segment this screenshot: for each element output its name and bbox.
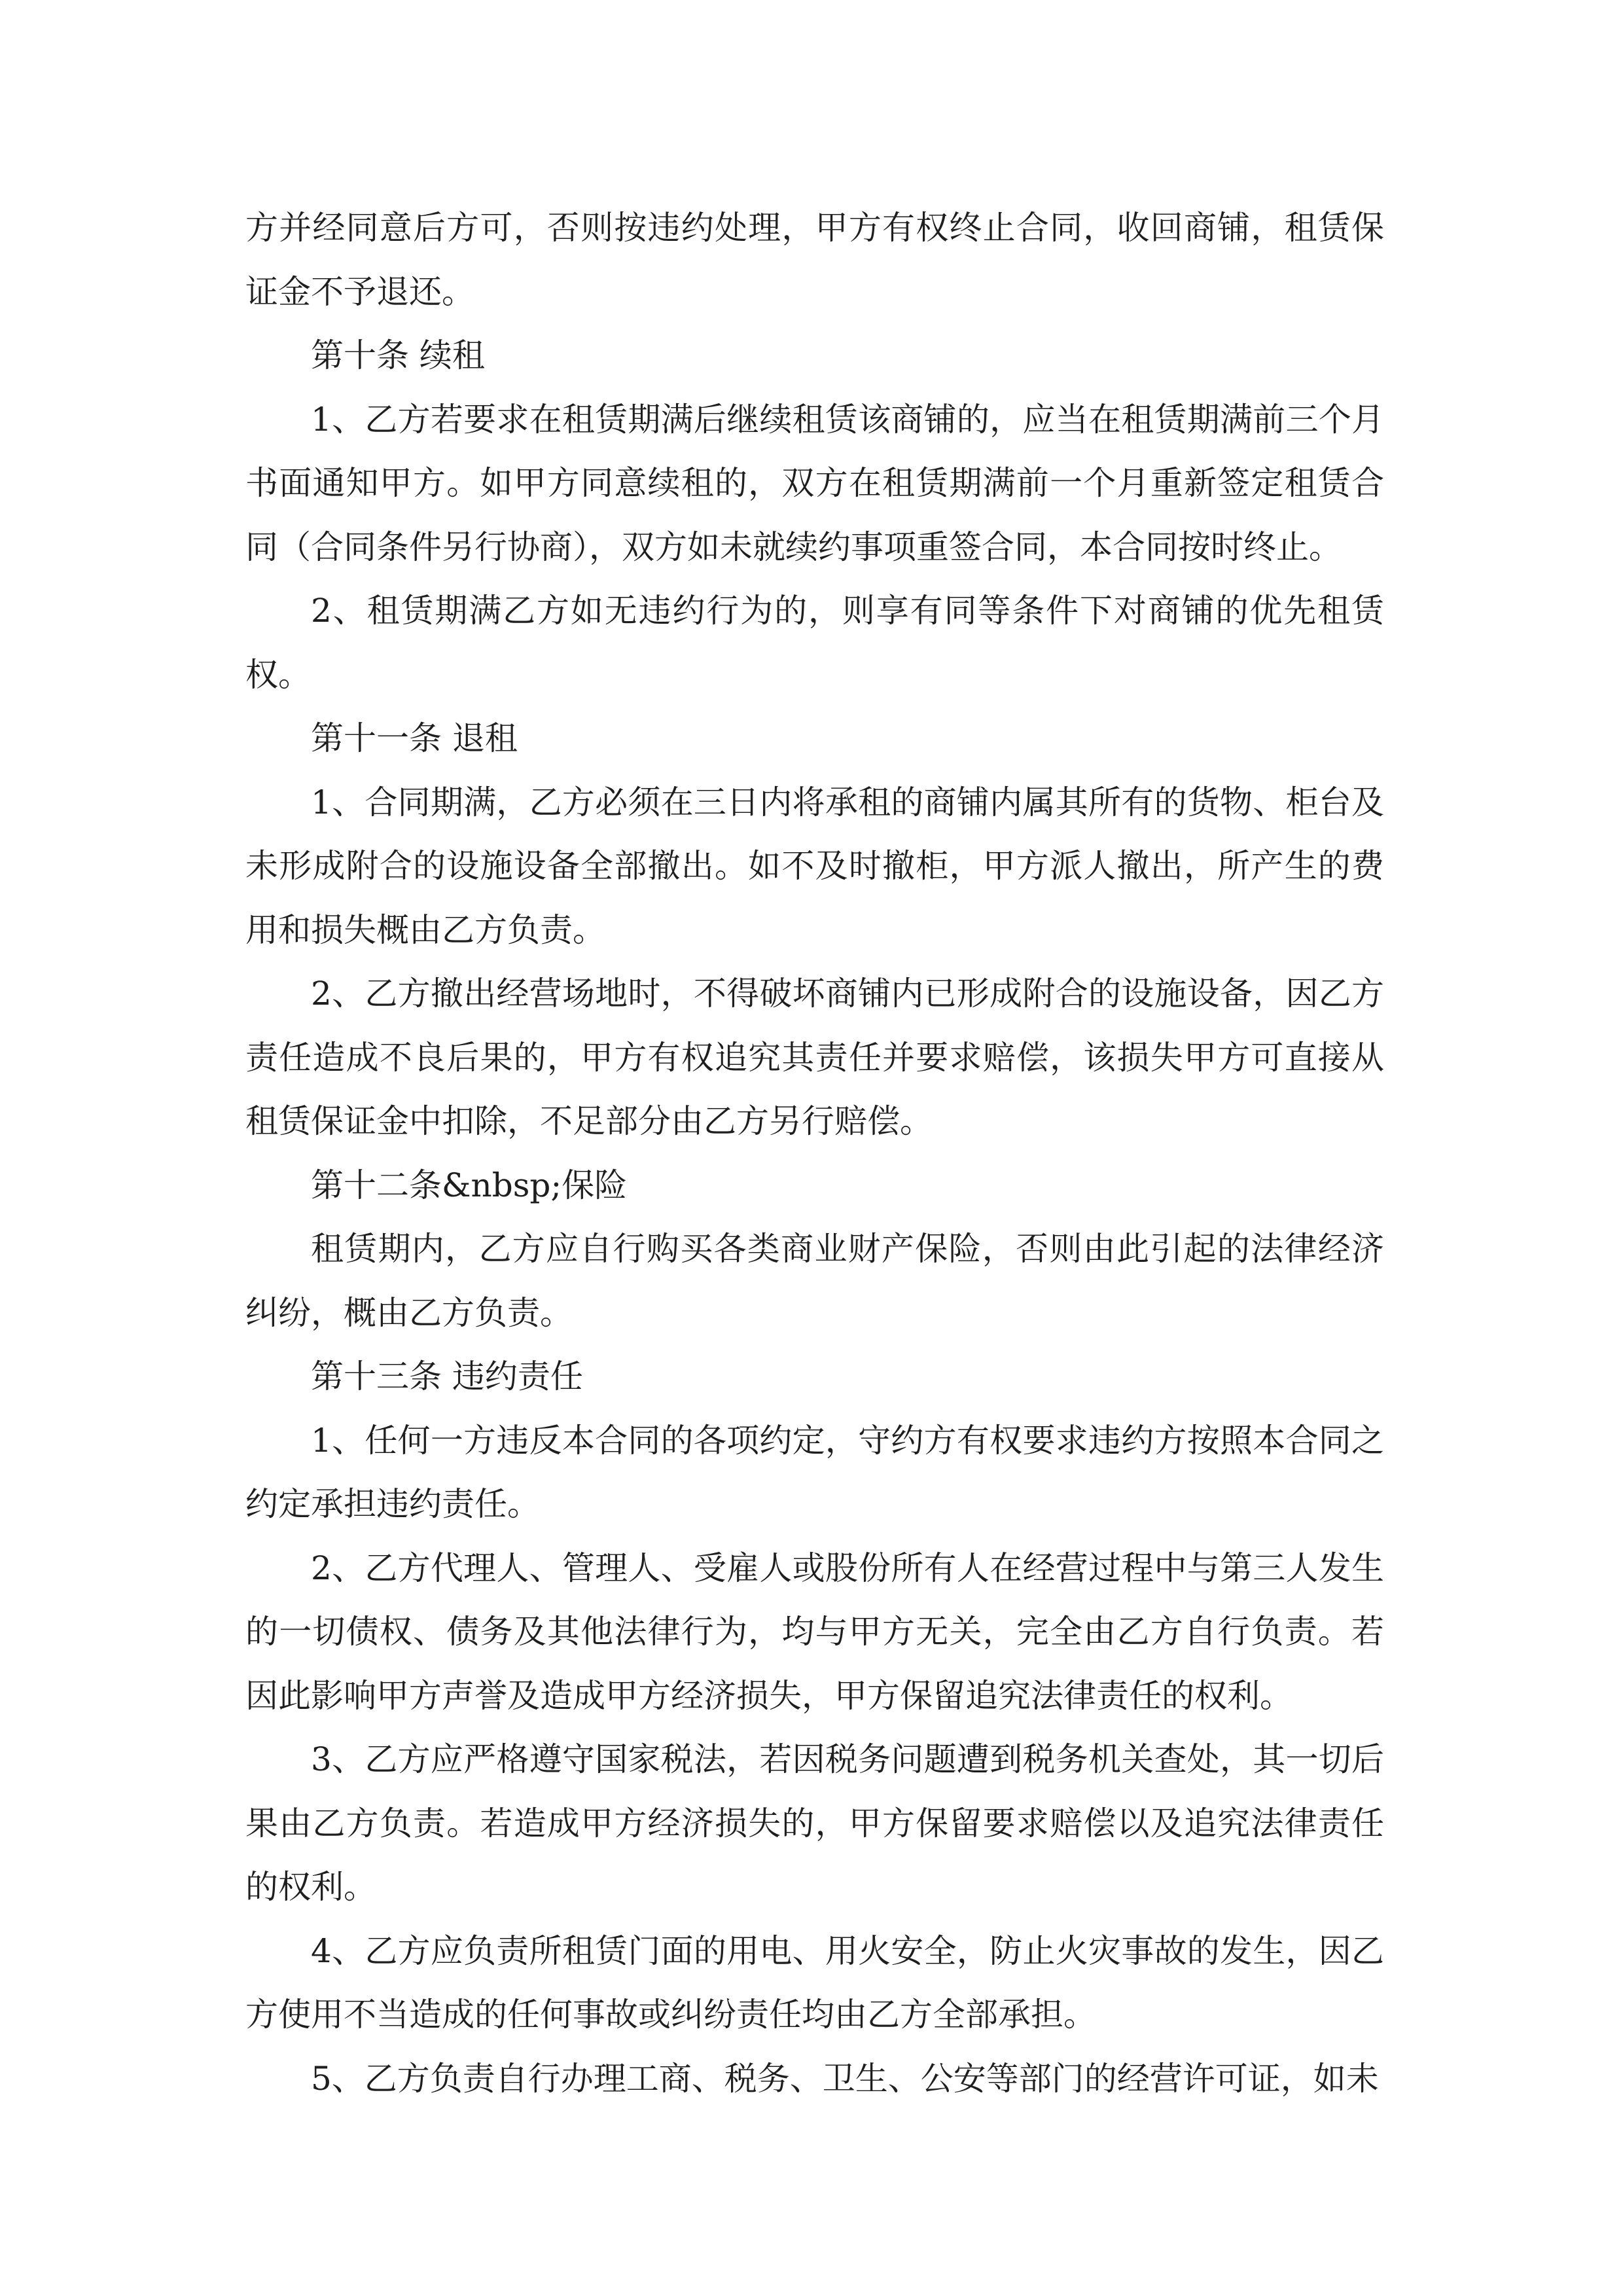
article-ten-heading: 第十条 续租 [311,336,485,374]
article-twelve-clause: 租赁期内，乙方应自行购买各类商业财产保险，否则由此引起的法律经济纠纷，概由乙方负责。 [245,1230,1384,1332]
paragraph-continuation: 方并经同意后方可，否则按违约处理，甲方有权终止合同，收回商铺，租赁保证金不予退还。 [245,209,1384,311]
article-ten-clause-2: 2、租赁期满乙方如无违约行为的，则享有同等条件下对商铺的优先租赁权。 [245,592,1384,694]
article-thirteen-clause-4: 4、乙方应负责所租赁门面的用电、用火安全，防止火灾事故的发生，因乙方使用不当造成的任何事故或纠纷责任均由乙方全部承担。 [245,1931,1384,2034]
article-thirteen-clause-3: 3、乙方应严格遵守国家税法，若因税务问题遭到税务机关查处，其一切后果由乙方负责。若造成甲方经济损失的，甲方保留要求赔偿以及追究法律责任的权利。 [245,1740,1384,1906]
article-ten-clause-1: 1、乙方若要求在租赁期满后继续租赁该商铺的，应当在租赁期满前三个月书面通知甲方。如甲方同意续租的，双方在租赁期满前一个月重新签定租赁合同（合同条件另行协商），双方如未就续约事项重签合同，本合同按时终止。 [245,400,1384,566]
article-eleven-heading: 第十一条 退租 [311,719,518,757]
article-thirteen-clause-5: 5、乙方负责自行办理工商、税务、卫生、公安等部门的经营许可证，如未 [311,2059,1379,2098]
article-twelve-heading: 第十二条&nbsp;保险 [311,1166,628,1204]
article-thirteen-clause-1: 1、任何一方违反本合同的各项约定，守约方有权要求违约方按照本合同之约定承担违约责任。 [245,1421,1384,1523]
article-eleven-clause-1: 1、合同期满，乙方必须在三日内将承租的商铺内属其所有的货物、柜台及未形成附合的设施设备全部撤出。如不及时撤柜，甲方派人撤出，所产生的费用和损失概由乙方负责。 [245,783,1384,949]
article-thirteen-heading: 第十三条 违约责任 [311,1357,583,1395]
article-eleven-clause-2: 2、乙方撤出经营场地时，不得破坏商铺内已形成附合的设施设备，因乙方责任造成不良后果的，甲方有权追究其责任并要求赔偿，该损失甲方可直接从租赁保证金中扣除，不足部分由乙方另行赔偿。 [245,975,1384,1140]
document-body [245,196,1384,2111]
article-thirteen-clause-2: 2、乙方代理人、管理人、受雇人或股份所有人在经营过程中与第三人发生的一切债权、债务及其他法律行为，均与甲方无关，完全由乙方自行负责。若因此影响甲方声誉及造成甲方经济损失，甲方保留追究法律责任的权利。 [245,1549,1384,1715]
